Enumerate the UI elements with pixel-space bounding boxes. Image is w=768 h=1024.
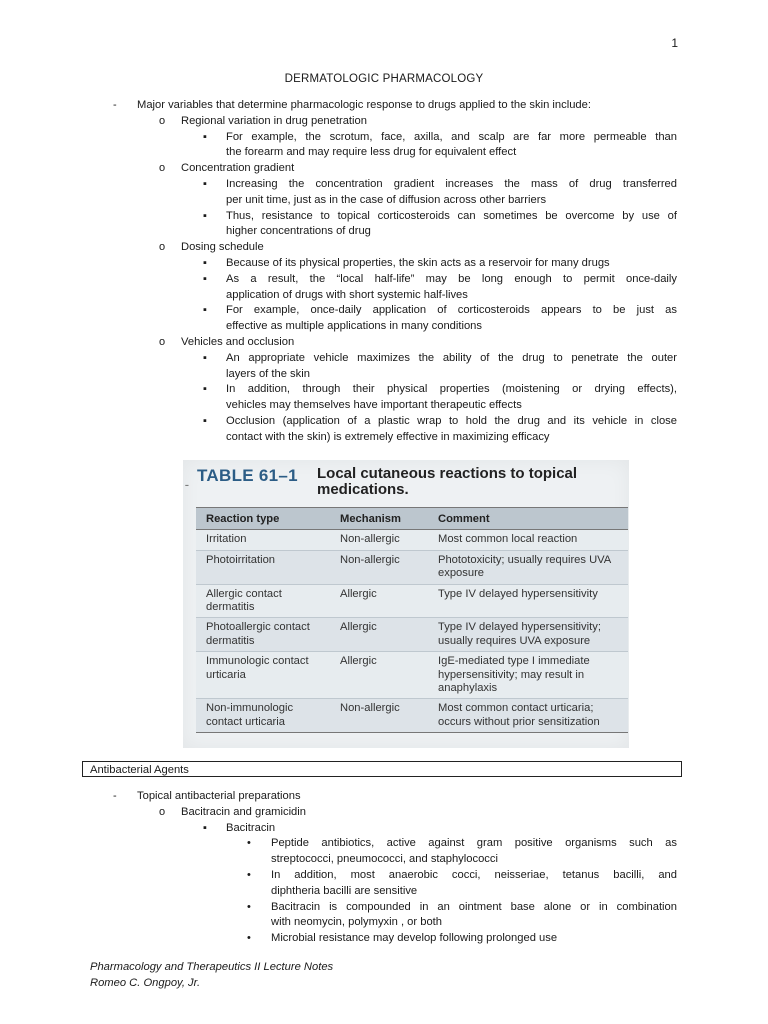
cell-comment: IgE-mediated type I immediate hypersensitivity; may result in anaphylaxis <box>428 652 628 699</box>
bullet-marker-level-4-icon: • <box>247 837 251 850</box>
outline-item-line: Bacitracin is compounded in an ointment base alone or in combination <box>271 900 677 913</box>
footer-course: Pharmacology and Therapeutics II Lecture Notes <box>90 961 334 973</box>
outline-item-line: For example, the scrotum, face, axilla, and scalp are far more permeable than <box>226 130 677 143</box>
bullet-marker-level-2-icon: o <box>159 114 166 127</box>
outline-item-line: Occlusion (application of a plastic wrap to hold the drug and its vehicle in close <box>226 415 677 427</box>
document-title: DERMATOLOGIC PHARMACOLOGY <box>284 73 484 85</box>
table-row <box>196 530 628 550</box>
cell-mechanism: Non-allergic <box>330 550 428 584</box>
cell-reaction-type: Irritation <box>196 530 330 550</box>
table-row <box>196 699 628 733</box>
bullet-marker-level-3-icon: ▪ <box>203 304 207 317</box>
cell-reaction-type: Photoallergic contact dermatitis <box>196 618 330 652</box>
outline-item-line: Thus, resistance to topical corticosteroids can sometimes be overcome by use of <box>226 209 677 222</box>
reactions-table <box>196 507 628 733</box>
outline-item-line: In addition, most anaerobic cocci, neisseriae, tetanus bacilli, and <box>271 869 677 881</box>
bullet-marker-level-2-icon: o <box>159 241 166 254</box>
outline-item-line: As a result, the “local half-life” may be long enough to permit once-daily <box>226 272 677 285</box>
table-number: TABLE 61–1 <box>197 466 298 485</box>
cell-mechanism: Allergic <box>330 618 428 652</box>
cell-comment: Type IV delayed hypersensitivity <box>428 584 628 618</box>
outline-item-line: Vehicles and occlusion <box>181 336 295 348</box>
outline-item-line: Bacitracin and gramicidin <box>181 805 306 818</box>
bullet-marker-level-3-icon: ▪ <box>203 257 207 269</box>
page-number: 1 <box>671 36 678 50</box>
section-heading-antibacterial: Antibacterial Agents <box>82 761 682 777</box>
table-row <box>196 652 628 699</box>
footer-author: Romeo C. Ongpoy, Jr. <box>90 976 201 989</box>
header-comment: Comment <box>428 508 628 530</box>
bullet-marker-level-3-icon: ▪ <box>203 351 207 364</box>
cell-comment: Most common contact urticaria; occurs without prior sensitization <box>428 699 628 733</box>
bullet-marker-level-2-icon: o <box>159 336 166 348</box>
cell-reaction-type: Allergic contact dermatitis <box>196 584 330 618</box>
cell-comment: Phototoxicity; usually requires UVA exposure <box>428 550 628 584</box>
outline-item-line: contact with the skin) is extremely effective in maximizing efficacy <box>226 430 550 443</box>
bullet-marker-level-1-icon: - <box>113 790 117 802</box>
bullet-marker-level-2-icon: o <box>159 162 166 175</box>
table-row <box>196 618 628 652</box>
outline-item-line: Microbial resistance may develop following prolonged use <box>271 932 558 945</box>
outline-item-line: layers of the skin <box>226 367 310 380</box>
outline-item-line: Concentration gradient <box>181 162 295 175</box>
table-caption: Local cutaneous reactions to topical medications. <box>317 465 578 498</box>
bullet-marker-level-2-icon: o <box>159 805 166 818</box>
outline-item-line: effective as multiple applications in many conditions <box>226 320 483 333</box>
table-header-row <box>196 508 628 530</box>
outline-item-line: with neomycin, polymyxin , or both <box>271 916 442 929</box>
outline-item-line: Dosing schedule <box>181 241 264 254</box>
outline-item-line: Bacitracin <box>226 821 276 834</box>
bullet-marker-level-3-icon: ▪ <box>203 272 207 285</box>
bullet-marker-level-1-icon: - <box>113 99 117 111</box>
cell-reaction-type: Photoirritation <box>196 550 330 584</box>
outline-item-line: vehicles may themselves have important therapeutic effects <box>226 399 522 412</box>
bullet-marker-level-3-icon: ▪ <box>203 130 207 143</box>
outline-item-line: In addition, through their physical properties (moistening or drying effects), <box>226 383 677 396</box>
outline-item-line: higher concentrations of drug <box>226 225 371 238</box>
outline-item-line: per unit time, just as in the case of diffusion across other barriers <box>226 193 547 206</box>
header-reaction-type: Reaction type <box>196 508 330 530</box>
cell-mechanism: Allergic <box>330 584 428 618</box>
cell-comment: Most common local reaction <box>428 530 628 550</box>
outline-item-line: Major variables that determine pharmacologic response to drugs applied to the skin include: <box>137 99 591 111</box>
header-mechanism: Mechanism <box>330 508 428 530</box>
bullet-marker-level-4-icon: • <box>247 900 251 913</box>
outline-item-line: Topical antibacterial preparations <box>137 790 301 802</box>
outline-item-line: Regional variation in drug penetration <box>181 114 367 127</box>
bullet-marker-level-3-icon: ▪ <box>203 821 207 834</box>
outline-item-line: Peptide antibiotics, active against gram positive organisms such as <box>271 837 677 850</box>
bullet-marker-level-3-icon: ▪ <box>203 415 207 427</box>
scan-tick-mark: ˉ <box>185 482 189 496</box>
outline-item-line: streptococci, pneumococci, and staphylococci <box>271 853 498 866</box>
table-row <box>196 550 628 584</box>
outline-item-line: Because of its physical properties, the skin acts as a reservoir for many drugs <box>226 257 610 269</box>
cell-mechanism: Allergic <box>330 652 428 699</box>
outline-item-line: the forearm and may require less drug for equivalent effect <box>226 146 517 159</box>
footer <box>90 960 333 991</box>
cell-mechanism: Non-allergic <box>330 530 428 550</box>
bullet-marker-level-4-icon: • <box>247 932 251 945</box>
cell-reaction-type: Non-immunologic contact urticaria <box>196 699 330 733</box>
bullet-marker-level-4-icon: • <box>247 869 251 881</box>
table-row <box>196 584 628 618</box>
outline-item-line: diphtheria bacilli are sensitive <box>271 884 418 897</box>
cell-reaction-type: Immunologic contact urticaria <box>196 652 330 699</box>
outline-item-line: For example, once-daily application of corticosteroids appears to be just as <box>226 304 677 317</box>
bullet-marker-level-3-icon: ▪ <box>203 178 207 190</box>
outline-item-line: An appropriate vehicle maximizes the ability of the drug to penetrate the outer <box>226 351 677 364</box>
cell-comment: Type IV delayed hypersensitivity; usually requires UVA exposure <box>428 618 628 652</box>
bullet-marker-level-3-icon: ▪ <box>203 383 207 396</box>
outline-item-line: application of drugs with short systemic half-lives <box>226 288 468 301</box>
table-figure <box>183 460 629 748</box>
cell-mechanism: Non-allergic <box>330 699 428 733</box>
outline-item-line: Increasing the concentration gradient increases the mass of drug transferred <box>226 178 677 190</box>
bullet-marker-level-3-icon: ▪ <box>203 209 207 222</box>
